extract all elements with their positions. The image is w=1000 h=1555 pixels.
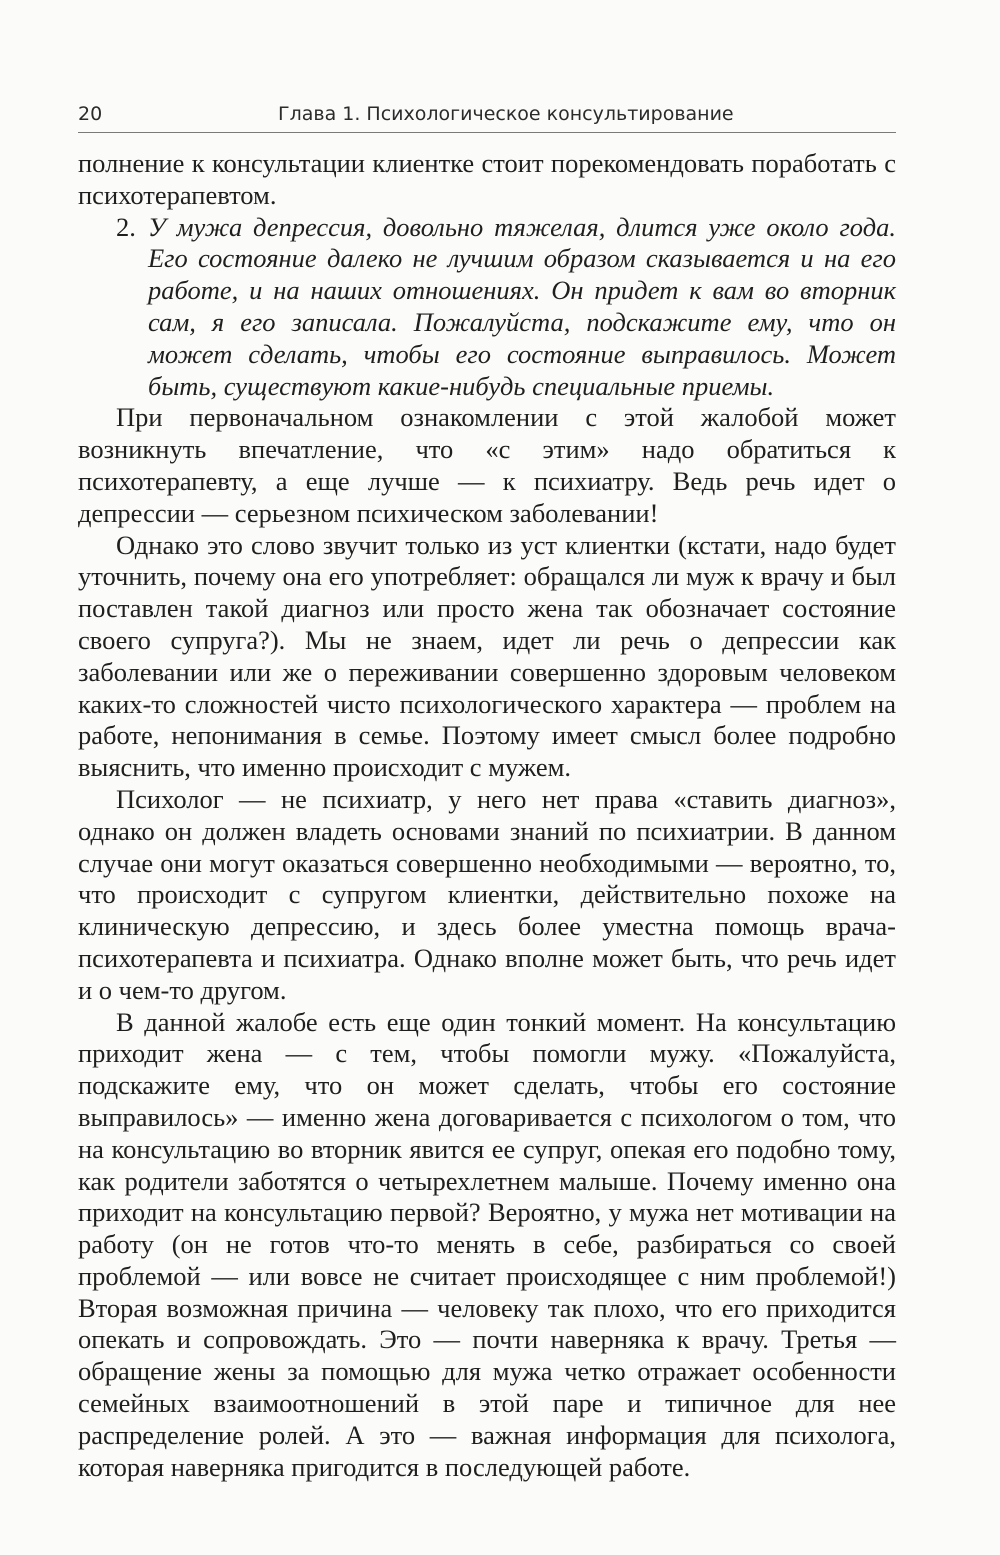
paragraph: Однако это слово звучит только из уст клиентки (кстати, надо будет уточнить, почему она его употребляет: обращался ли муж к врачу и был поставлен такой диагноз или просто жена так обозначает состояние своего супруга?). Мы не знаем, идет ли речь о депрессии как заболевании или же о переживании совершенно здоровым человеком каких-то сложностей чисто психологического характера — проблем на работе, непонимания в семье. Поэтому имеет смысл более подробно выяснить, что именно происходит с мужем. [78, 529, 896, 783]
list-item-text: У мужа депрессия, довольно тяжелая, длится уже около года. Его состояние далеко не лучшим образом сказывается и на его работе, и на наших отношениях. Он придет к вам во вторник сам, я его записала. Пожалуйста, подскажите ему, что он может сделать, чтобы его состояние выправилось. Может быть, существуют какие-нибудь специальные приемы. [148, 211, 896, 401]
paragraph: Психолог — не психиатр, у него нет права «ставить диагноз», однако он должен владеть основами знаний по психиатрии. В данном случае они могут оказаться совершенно необходимыми — вероятно, то, что происходит с супругом клиентки, действительно похоже на клиническую депрессию, и здесь более уместна помощь врача-психотерапевта и психиатра. Однако вполне может быть, что речь идет и о чем-то другом. [78, 783, 896, 1005]
running-head: Глава 1. Психологическое консультирование [278, 103, 734, 125]
list-item-number: 2. [116, 211, 136, 242]
page-number: 20 [78, 103, 103, 125]
page-header [78, 96, 896, 133]
paragraph: При первоначальном ознакомлении с этой жалобой может возникнуть впечатление, что «с этим» надо обратиться к психотерапевту, а еще лучше — к психиатру. Ведь речь идет о депрессии — серьезном психическом заболевании! [78, 402, 896, 528]
list-item [78, 212, 896, 403]
body-text [78, 148, 896, 1483]
paragraph-continuation: полнение к консультации клиентке стоит порекомендовать поработать с психотерапевтом. [78, 148, 896, 210]
paragraph: В данной жалобе есть еще один тонкий момент. На консультацию приходит жена — с тем, чтобы помогли мужу. «Пожалуйста, подскажите ему, что он может сделать, чтобы его состояние выправилось» — именно жена договаривается с психологом о том, что на консультацию во вторник явится ее супруг, опекая его подобно тому, как родители заботятся о четырехлетнем малыше. Почему именно она приходит на консультацию первой? Вероятно, у мужа нет мотивации на работу (он не готов что-то менять в себе, разбираться со своей проблемой — или вовсе не считает происходящее с ним проблемой!) Вторая возможная причина — человеку так плохо, что его приходится опекать и сопровождать. Это — почти наверняка к врачу. Третья — обращение жены за помощью для мужа четко отражает особенности семейных взаимоотношений в этой паре и типичное для нее распределение ролей. А это — важная информация для психолога, которая наверняка пригодится в последующей работе. [78, 1006, 896, 1482]
